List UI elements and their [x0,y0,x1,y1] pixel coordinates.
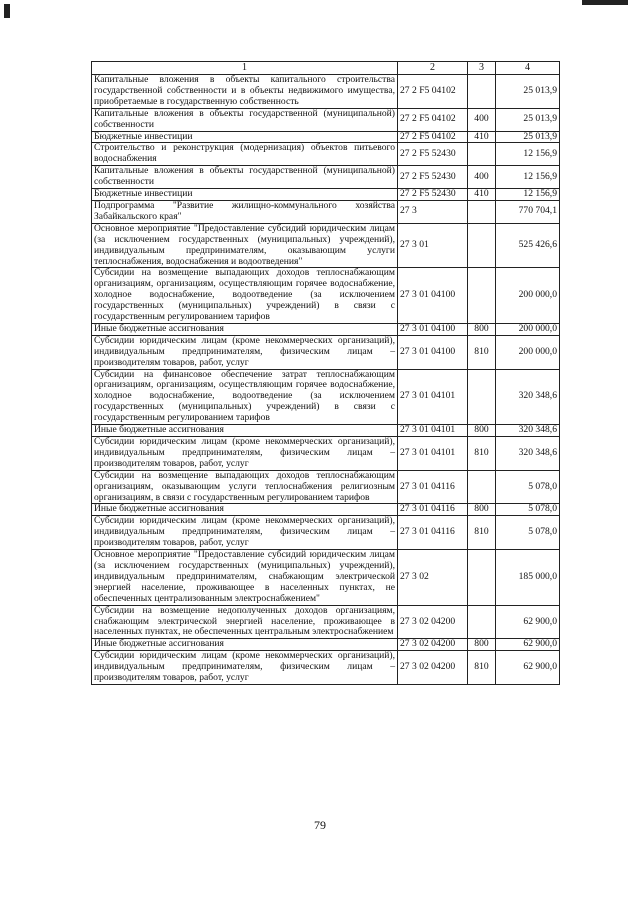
row-sum-cell: 770 704,1 [496,200,560,223]
row-sum-cell: 62 900,0 [496,639,560,651]
row-code-cell: 27 3 01 04101 [398,369,468,425]
row-name-cell: Субсидии юридическим лицам (кроме некоммерческих организаций), индивидуальным предпринимателям, физическим лицам – производителям товаров, работ, услуг [92,516,398,550]
header-cell-code: 2 [398,62,468,75]
row-code-cell: 27 3 [398,200,468,223]
row-type-cell [468,268,496,324]
row-sum-cell: 5 078,0 [496,516,560,550]
row-sum-cell: 62 900,0 [496,651,560,685]
row-name-cell: Субсидии юридическим лицам (кроме некоммерческих организаций), индивидуальным предпринимателям, физическим лицам – производителям товаров, работ, услуг [92,437,398,471]
row-code-cell: 27 3 01 04100 [398,335,468,369]
row-type-cell [468,75,496,109]
row-type-cell: 400 [468,108,496,131]
row-sum-cell: 5 078,0 [496,504,560,516]
row-type-cell [468,223,496,268]
table-row [92,200,560,223]
row-sum-cell: 12 156,9 [496,166,560,189]
table-row [92,516,560,550]
header-cell-name: 1 [92,62,398,75]
row-code-cell: 27 3 01 04116 [398,504,468,516]
row-type-cell: 800 [468,639,496,651]
row-type-cell: 810 [468,335,496,369]
row-code-cell: 27 2 F5 52430 [398,143,468,166]
row-name-cell: Капитальные вложения в объекты государственной (муниципальной) собственности [92,166,398,189]
row-sum-cell: 200 000,0 [496,323,560,335]
row-code-cell: 27 3 01 04101 [398,437,468,471]
row-type-cell [468,550,496,606]
header-cell-type: 3 [468,62,496,75]
row-type-cell: 810 [468,437,496,471]
row-type-cell: 810 [468,516,496,550]
row-code-cell: 27 3 01 [398,223,468,268]
row-name-cell: Субсидии на возмещение выпадающих доходов теплоснабжающим организациям, организациям, осуществляющим горячее водоснабжение, холодное водоснабжение, водоотведение (за исключением государственных (муниципальных) учреждений) в связи с государственным регулированием тарифов [92,268,398,324]
row-sum-cell: 320 348,6 [496,437,560,471]
row-type-cell: 800 [468,323,496,335]
budget-table [91,61,560,685]
row-code-cell: 27 3 02 04200 [398,605,468,639]
row-name-cell: Подпрограмма "Развитие жилищно-коммунального хозяйства Забайкальского края" [92,200,398,223]
table-row [92,425,560,437]
row-name-cell: Бюджетные инвестиции [92,189,398,201]
row-name-cell: Субсидии на финансовое обеспечение затрат теплоснабжающим организациям, организациям, осуществляющим горячее водоснабжение, холодное водоснабжение, водоотведение (за исключением государственных (муниципальных) учреждений) в связи с государственным регулированием тарифов [92,369,398,425]
table-row [92,323,560,335]
row-name-cell: Субсидии на возмещение недополученных доходов организациям, снабжающим электрической энергией население, проживающее в населенных пунктах, не обеспеченных центральным электроснабжением [92,605,398,639]
row-name-cell: Капитальные вложения в объекты капитального строительства государственной собственности и в объекты недвижимого имущества, приобретаемые в государственную собственность [92,75,398,109]
row-type-cell: 410 [468,131,496,143]
row-name-cell: Иные бюджетные ассигнования [92,639,398,651]
table-row [92,651,560,685]
row-sum-cell: 12 156,9 [496,189,560,201]
row-type-cell [468,143,496,166]
row-code-cell: 27 3 01 04100 [398,323,468,335]
row-sum-cell: 25 013,9 [496,108,560,131]
table-body [92,75,560,685]
table-row [92,108,560,131]
table-row [92,223,560,268]
row-name-cell: Иные бюджетные ассигнования [92,323,398,335]
row-code-cell: 27 3 02 04200 [398,639,468,651]
header-cell-sum: 4 [496,62,560,75]
table-row [92,335,560,369]
row-code-cell: 27 2 F5 04102 [398,108,468,131]
scan-corner-mark [4,4,10,18]
row-sum-cell: 62 900,0 [496,605,560,639]
row-sum-cell: 5 078,0 [496,470,560,504]
table-row [92,75,560,109]
page-number: 79 [314,818,326,832]
row-name-cell: Строительство и реконструкция (модернизация) объектов питьевого водоснабжения [92,143,398,166]
row-type-cell [468,470,496,504]
table-row [92,189,560,201]
row-code-cell: 27 2 F5 04102 [398,75,468,109]
table-row [92,605,560,639]
row-sum-cell: 200 000,0 [496,335,560,369]
row-sum-cell: 185 000,0 [496,550,560,606]
scan-edge-line [582,0,628,5]
header-row [92,62,560,75]
table-row [92,143,560,166]
row-type-cell [468,200,496,223]
table-row [92,470,560,504]
row-type-cell [468,369,496,425]
row-name-cell: Основное мероприятие "Предоставление субсидий юридическим лицам (за исключением государственных (муниципальных) учреждений), индивидуальным предпринимателям, снабжающим электрической энергией население, проживающее в населенных пунктах, не обеспеченных централизованным электроснабжением" [92,550,398,606]
row-name-cell: Субсидии на возмещение выпадающих доходов теплоснабжающим организациям, оказывающим услуги теплоснабжения религиозным организациям, в связи с государственным регулированием тарифов [92,470,398,504]
row-sum-cell: 525 426,6 [496,223,560,268]
row-type-cell: 810 [468,651,496,685]
row-code-cell: 27 3 01 04101 [398,425,468,437]
row-code-cell: 27 3 01 04116 [398,516,468,550]
table-row [92,268,560,324]
row-code-cell: 27 3 01 04116 [398,470,468,504]
row-name-cell: Субсидии юридическим лицам (кроме некоммерческих организаций), индивидуальным предпринимателям, физическим лицам – производителям товаров, работ, услуг [92,651,398,685]
row-name-cell: Основное мероприятие "Предоставление субсидий юридическим лицам (за исключением государственных (муниципальных) учреждений), индивидуальным предпринимателям, оказывающим услуги теплоснабжения, водоснабжения и водоотведения" [92,223,398,268]
row-code-cell: 27 2 F5 04102 [398,131,468,143]
table-row [92,437,560,471]
row-sum-cell: 320 348,6 [496,425,560,437]
row-type-cell: 410 [468,189,496,201]
table-row [92,504,560,516]
row-name-cell: Иные бюджетные ассигнования [92,425,398,437]
table-row [92,131,560,143]
table-row [92,166,560,189]
row-name-cell: Бюджетные инвестиции [92,131,398,143]
row-sum-cell: 320 348,6 [496,369,560,425]
row-sum-cell: 25 013,9 [496,75,560,109]
row-sum-cell: 25 013,9 [496,131,560,143]
row-type-cell: 800 [468,425,496,437]
row-code-cell: 27 3 01 04100 [398,268,468,324]
row-type-cell: 400 [468,166,496,189]
row-name-cell: Иные бюджетные ассигнования [92,504,398,516]
row-code-cell: 27 3 02 04200 [398,651,468,685]
table-row [92,369,560,425]
row-code-cell: 27 3 02 [398,550,468,606]
row-code-cell: 27 2 F5 52430 [398,166,468,189]
row-type-cell [468,605,496,639]
row-name-cell: Субсидии юридическим лицам (кроме некоммерческих организаций), индивидуальным предпринимателям, физическим лицам – производителям товаров, работ, услуг [92,335,398,369]
row-name-cell: Капитальные вложения в объекты государственной (муниципальной) собственности [92,108,398,131]
row-type-cell: 800 [468,504,496,516]
document-page [91,61,559,685]
table-row [92,550,560,606]
table-row [92,639,560,651]
row-sum-cell: 200 000,0 [496,268,560,324]
row-sum-cell: 12 156,9 [496,143,560,166]
row-code-cell: 27 2 F5 52430 [398,189,468,201]
